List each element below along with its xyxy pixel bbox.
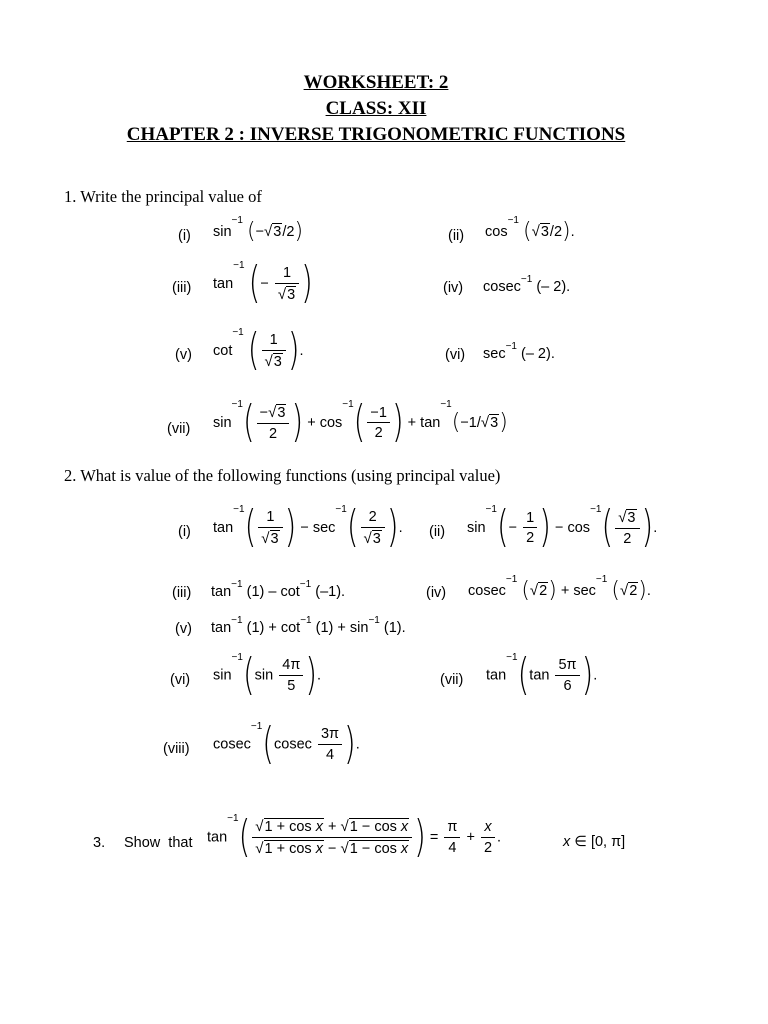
q2-expr-iii: $\tan^{-1} (1) - \cot^{-1} (-1)$. — [211, 579, 346, 600]
q1-expr-ii: $\cos^{-1} (√3/2)$. — [485, 215, 575, 244]
q1-label-v: (v) — [175, 347, 192, 363]
q1-expr-v: $\cot^{-1}$ ( $\frac{1}{√3}$ ). — [213, 324, 304, 376]
q2-v-rest: (1). — [383, 620, 406, 636]
q3-expr: $\tan^{-1}$( $\frac{\text{√1 + cos x + √1 − cos x}}{\text{√1 + cos x − √1 − cos x}}$ ) = $\frac{\pi}{4}$ + $\frac{x}{2}$ . — [207, 811, 502, 863]
q1-label-i: (i) — [178, 228, 191, 244]
q3-text: Show that — [124, 835, 193, 851]
q2-expr-i: $\tan^{-1}$( $\frac{1}{√3}$ ) − $\sec^{-1}$( $\frac{2}{√3}$ ). — [213, 501, 403, 553]
q2-label-v: (v) — [175, 621, 192, 637]
q2-expr-ii: $\sin^{-1}(-$ $\frac{1}{2}$ ) − $\cos^{-1}$( $\frac{√3}{2}$ ). — [467, 501, 658, 553]
q2-label-iv: (iv) — [426, 585, 447, 601]
q2-iii-mid: (1) – cot — [246, 584, 300, 600]
q2-label-viii: (viii) — [163, 741, 190, 757]
q3-domain: x ∈ [0, π] — [563, 834, 626, 850]
q2-label-ii: (ii) — [429, 524, 446, 540]
q2-label-i: (i) — [178, 524, 191, 540]
worksheet-title: WORKSHEET: 2 — [303, 72, 449, 93]
q1-label-ii: (ii) — [448, 228, 465, 244]
q1-vi-rest: (– 2). — [521, 346, 555, 362]
q1-expr-iii: $\tan^{-1}$ (− $\frac{1}{√3}$ ) — [213, 257, 313, 309]
q2-v-mid2: (1) + sin — [315, 620, 369, 636]
q2-label-iii: (iii) — [172, 585, 192, 601]
q2-expr-vi: $\sin^{-1}(\sin$ $\frac{4\pi}{5}$ ). — [213, 649, 322, 701]
q1-expr-vii: $\sin^{-1}$( $\frac{-√3}{2}$ ) + $\cos^{-1}$( $\frac{-1}{2}$ ) + $\tan^{-1}(-1/√3)$ — [213, 396, 508, 448]
q1-label-vi: (vi) — [445, 347, 466, 363]
q1-expr-i: $\sin^{-1} (-√3/2)$ — [213, 215, 304, 244]
chapter-title: CHAPTER 2 : INVERSE TRIGONOMETRIC FUNCTIONS — [126, 124, 626, 145]
q2-expr-vii: $\tan^{-1}(\tan$ $\frac{5\pi}{6}$ ). — [486, 649, 598, 701]
q1-expr-vi: $\sec^{-1}$ (– 2). — [483, 341, 555, 362]
q1-label-iii: (iii) — [172, 280, 192, 296]
q1-iv-rest: (– 2). — [536, 279, 571, 295]
q1-expr-iv: cosec$^{-1}$ (– 2). — [483, 274, 571, 295]
question-2-text: 2. What is value of the following functions (using principal value) — [64, 466, 501, 485]
q2-v-mid1: (1) + cot — [246, 620, 301, 636]
q2-iii-rest: (–1). — [315, 584, 346, 600]
q2-expr-v: $\tan^{-1} (1) + \cot^{-1} (1) + \sin^{-1} (1)$. — [211, 615, 406, 636]
q2-label-vii: (vii) — [440, 672, 464, 688]
q2-expr-viii: cosec$^{-1}$(cosec $\frac{3\pi}{4}$ ). — [213, 718, 360, 770]
class-title: CLASS: XII — [325, 98, 427, 119]
q1-label-iv: (iv) — [443, 280, 464, 296]
q2-expr-iv: cosec$^{-1}$ $(√2) + \sec^{-1} (√2)$. — [468, 574, 651, 603]
q2-label-vi: (vi) — [170, 672, 191, 688]
question-1-text: 1. Write the principal value of — [64, 187, 262, 206]
q3-number: 3. — [93, 835, 106, 851]
q1-label-vii: (vii) — [167, 421, 191, 437]
q3-domain-interval: [0, π] — [590, 834, 626, 850]
